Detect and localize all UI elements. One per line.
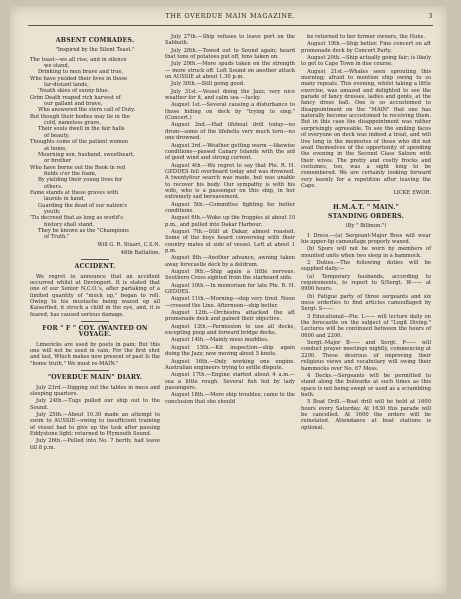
diary-entry: July 28th.—Towed out to Sound again; heard that tons of potatoes put off, tons taken on. (165, 47, 295, 61)
diary-entry: August 15th.—Kit inspection—ship again doing the Jazz; now moving about 5 knots. (165, 344, 295, 358)
poem-line: The toast—we all rise, and in silence (30, 56, 127, 63)
poem-author: Will G. R. Stuart, C.S.N. (97, 241, 160, 248)
absent-comrades-poem (30, 57, 160, 241)
diary-author: LICKE EWOR. (393, 190, 431, 197)
diary-entry: August 1st.—Several causing a disturbance to those hiding on deck by "trying to sing." (Concert.) (165, 102, 295, 122)
poem-line: or brother (44, 158, 72, 165)
poem-line: cold, nameless grave, (44, 120, 101, 127)
poem-line: fields o'er the foam, (44, 170, 97, 177)
order-item: 4 Decks.—Sergeants will be permitted to stand along the bulwarks at such times as this space is not being swept or used as a scrambling bath. (301, 372, 431, 398)
order-item: (b) Spurs will not be worn by members of mounted units when two sleep in a hammock. (301, 246, 431, 259)
header-rule (28, 25, 433, 26)
diary-entry: August 4th.—We regret to say that Pte. R. H. GEDDES fell overboard today and was drowned. A twentyfour search was made, but was unable to recover his body. Our sympathy is with his wife, who is a passenger on this ship, in her extremely sad bereavement. (165, 162, 295, 201)
diary-entry: July 23rd.—Digging out the tables in mess and sleeping quarters. (30, 384, 160, 397)
section-divider (81, 370, 109, 371)
poem-line: history shall stand, (44, 221, 95, 228)
diary-entry: August 21st.—Whales seen sprouting this morning; afraid to mention ship owing to so many repeats. This evening, whilst taking a little exercise, was amazed and delighted to see the parade of fancy dresses, ladies and gents, at the fancy dress ball. One is so accustomed to disappointment on the "MAIN" that one has naturally become accustomed to receiving them. But in this case the disappointment was rather surprisingly agreeable. To see the smiling faces of everyone on deck was indeed a treat, and will live long in the memories of those who did not avail themselves of the opportunity of spending the evening in the Second Class Saloon with their wives. The pretty and costly frocks and costumes, too, was a sight long to be remembered. We are certainly looking forward very keenly for a repetition after leaving the Cape. (301, 68, 431, 189)
poem-line: far-distant lands, (44, 82, 89, 89)
standing-orders-byline: (By " Billmon.") (345, 223, 387, 230)
diary-entry: August 18th.—More ship troubles; came to the conclusion that she should (165, 392, 295, 405)
absent-comrades-title: ABSENT COMRADES. (55, 37, 135, 44)
paragraph: Limericks are used by poets in pain; But this one will not be used in vain; For the first shot and last, Which makes now present of past Is the "home truth," We must re-MAIN." (30, 341, 160, 367)
magazine-page (10, 6, 447, 594)
section-divider (352, 200, 380, 201)
diary-entry: August 19th.—Ship better. Fine concert on aft promenade deck by Concert Party. (301, 41, 431, 54)
column-middle (165, 34, 295, 406)
page-header (28, 12, 433, 26)
poem-line: youth; (44, 208, 61, 215)
diary-entry: August 11th.—Morning—ship very tired. Noon—crossed the Line. Afternoon—ship better. (165, 296, 295, 309)
diary-entry: August 3rd.—Weather getting warm —likewise conditions—passed Canary Islands with the aid of good wind and strong current. (165, 142, 295, 162)
diary-body (30, 385, 160, 451)
absent-comrades-epigraph: "Inspired by the Silent Toast." (55, 47, 135, 54)
section-divider (81, 259, 109, 260)
poem-line: Thoughts come of the patient women (30, 139, 129, 146)
poem-line: 'Tis decreed that as long as world's (30, 215, 124, 222)
poem-line: Who have borne out the Book in red (30, 164, 126, 171)
order-item: 3 Educational—Pte. L—— will lecture daily on the forecastle on the subject of "Legit Diving." Lectures will be continued between the hours of 0600 and 2200. (301, 313, 431, 339)
diary-entry: July 30th.—Still going good. (171, 81, 245, 88)
poem-line: Drinking to men brave and true, (38, 69, 124, 76)
standing-orders-subtitle: STANDING ORDERS. (328, 212, 404, 220)
diary-entry: August 12th.—Orchestra attacked the aft promenade deck and gained their objective. (165, 310, 295, 323)
order-item: (a) Temporary husbands, according to requirements, to report to S/Sergt. W—— at 0900 hours. (301, 273, 431, 293)
diary-entry: August 20th.—Ship actually going fair; is likely to get to Cape Town in due course. (301, 55, 431, 68)
poem-line: others. (44, 183, 63, 190)
poem-line: They be known as the "Champions (38, 227, 129, 234)
poem-line: of beauty. (44, 132, 70, 139)
standing-orders-title: H.M.A.T. " MAIN." (332, 203, 400, 211)
order-item: Sergt.-Major B—— and Sergt. P—— will conduct prayer meetings nightly, commencing at 2200. These desirous of improving their religious views and vocabulary will swing their hammocks over No. 67 Mess. (301, 340, 431, 372)
poem-line: Fame stands at these graves with (30, 189, 119, 196)
diary-entry: August 8th.—Another advance, awning taken away forecastle deck by a deldrum. (165, 255, 295, 268)
page-number: 3 (428, 12, 433, 20)
poem-line: But though their bodies may lie in the (30, 113, 130, 120)
poem-line: Who have yielded their lives in those (30, 75, 128, 82)
diary-entry: August 7th.—Still at Dakar, almost roasted. Some of the boys heard conversing with their country mates at side of vessel. Left at about 1 p.m. (165, 228, 295, 254)
poem-line: Mourning son, husband, sweetheart, (38, 151, 135, 158)
diary-entry: August 13th.—Permission to use all decks, excepting poop and forward bridge decks. (165, 323, 295, 337)
order-item: 1 Dress.—(a) Sergeant-Major Boss will wear his upper-lip camouflage properly waxed. (301, 232, 431, 245)
diary-entry: July 26th.—Pulled into No. 7 berth; had leave till 8 p.m. (30, 438, 160, 451)
diary-entry: August 10th.—In memoriam for late Pte. R. H. GEDDES. (165, 282, 295, 296)
poem-author-unit: 48th Battalion. (120, 250, 160, 256)
poem-line: at home, (44, 145, 67, 152)
for-f-coy-body (30, 342, 160, 367)
column-right (301, 34, 431, 432)
diary-continued-2 (301, 34, 431, 189)
poem-line: laurels in hand, (44, 196, 86, 203)
poem-line: Guarding the dead of our nation's (38, 202, 127, 209)
accident-body (30, 274, 160, 318)
poem-line: of Truth." (44, 234, 70, 241)
standing-orders-body (301, 233, 431, 431)
diary-entry: August 6th.—Woke up the froggies at about 10 p.m., and pulled into Dakar Harbour. (165, 215, 295, 228)
diary-entry: August 9th.—Ship again a little nervous. Southern Cross sighted from the starboard side. (165, 269, 295, 282)
diary-entry: August 2nd.—Had lifeboat drill today—no drum—some of the lifebelts very much torn—no one drowned. (165, 122, 295, 142)
for-f-coy-title: FOR " F " COY. (WANTED ON VOYAGE. (42, 325, 148, 339)
poem-line: By yielding their young lives for (38, 177, 123, 184)
poem-line: Grim Death reaped rich harvest of (30, 94, 121, 101)
diary-entry: July 31st.—Vessel doing the Jazz; very nice weather for it, and calm sea —lucky. (165, 88, 295, 102)
diary-entry: be returned to her former owners, the Huns. (307, 34, 425, 40)
magazine-title: THE OVERDUE MAIN MAGAZINE. (165, 12, 296, 20)
poem-line: 'Neath skies of sunny blue. (38, 88, 110, 95)
accident-title: ACCIDENT. (74, 263, 116, 271)
section-divider (81, 321, 109, 322)
diary-entry: July 27th.—Ship refuses to leave port on the Sabbath. (165, 34, 295, 47)
column-left (30, 34, 160, 452)
diary-entry: July 25th.—About 10.30 made an attempt to swim to AUSSIE—owing to insufficient training of vessel had to give up the task after passing Eddystone light; returned to Plymouth Sound. (30, 411, 160, 437)
poem-line: Their souls dwell in the fair halls (38, 126, 125, 133)
poem-line: we stand, (44, 63, 70, 70)
diary-entry: August 5th.—Committee fighting for better conditions. (165, 201, 295, 214)
order-item: 5 Boat Drill.—Boat drill will be held at 1600 hours every Saturday. At 1630 this parade will be cancelled. At 1600 the orders will be reinstated. Attendance at boat stations is optional. (301, 399, 431, 431)
order-item: 2 Duties.—The following duties will be supplied daily:— (301, 260, 431, 273)
diary-title: "OVERDUE MAIN" DIARY. (47, 374, 143, 382)
diary-entry: July 24th.—Tugs pulled our ship out to the Sound. (30, 398, 160, 411)
poem-line: Who answered the stern call of Duty. (38, 107, 136, 114)
diary-entry: August 14th.—Mainly mess muddles. (171, 337, 269, 344)
diary-entry: August 16th.—Only working one engine. Australian engineers trying to settle dispute. (165, 358, 295, 371)
diary-entry: August 17th.—Engine started about 4 a.m.—sea a little rough. Several fish fed by lady passengers. (165, 372, 295, 391)
diary-entry: July 29th.—More spuds taken on the strength — more struck off. Left Sound on another attack on AUSSIE at about 1.30 p.m. (165, 61, 295, 81)
diary-continued (165, 34, 295, 405)
paragraph: We regret to announce that an accident occurred whilst at Devonport. It is stated that one of our Senior N.C.O.'s, after partaking of a limited quantity of "muck up," began to roll. Owing to his mustache being waxed up all Kaiserfied, it struck a child in the eye, and, it is feared, has caused serious damage. (30, 273, 160, 318)
order-item: (b) Fatigue party of three sergeants and six mess orderlies to find articles camouflaged by Sergt. S——. (301, 293, 431, 313)
poem-line: our gallant and brave, (44, 101, 103, 108)
